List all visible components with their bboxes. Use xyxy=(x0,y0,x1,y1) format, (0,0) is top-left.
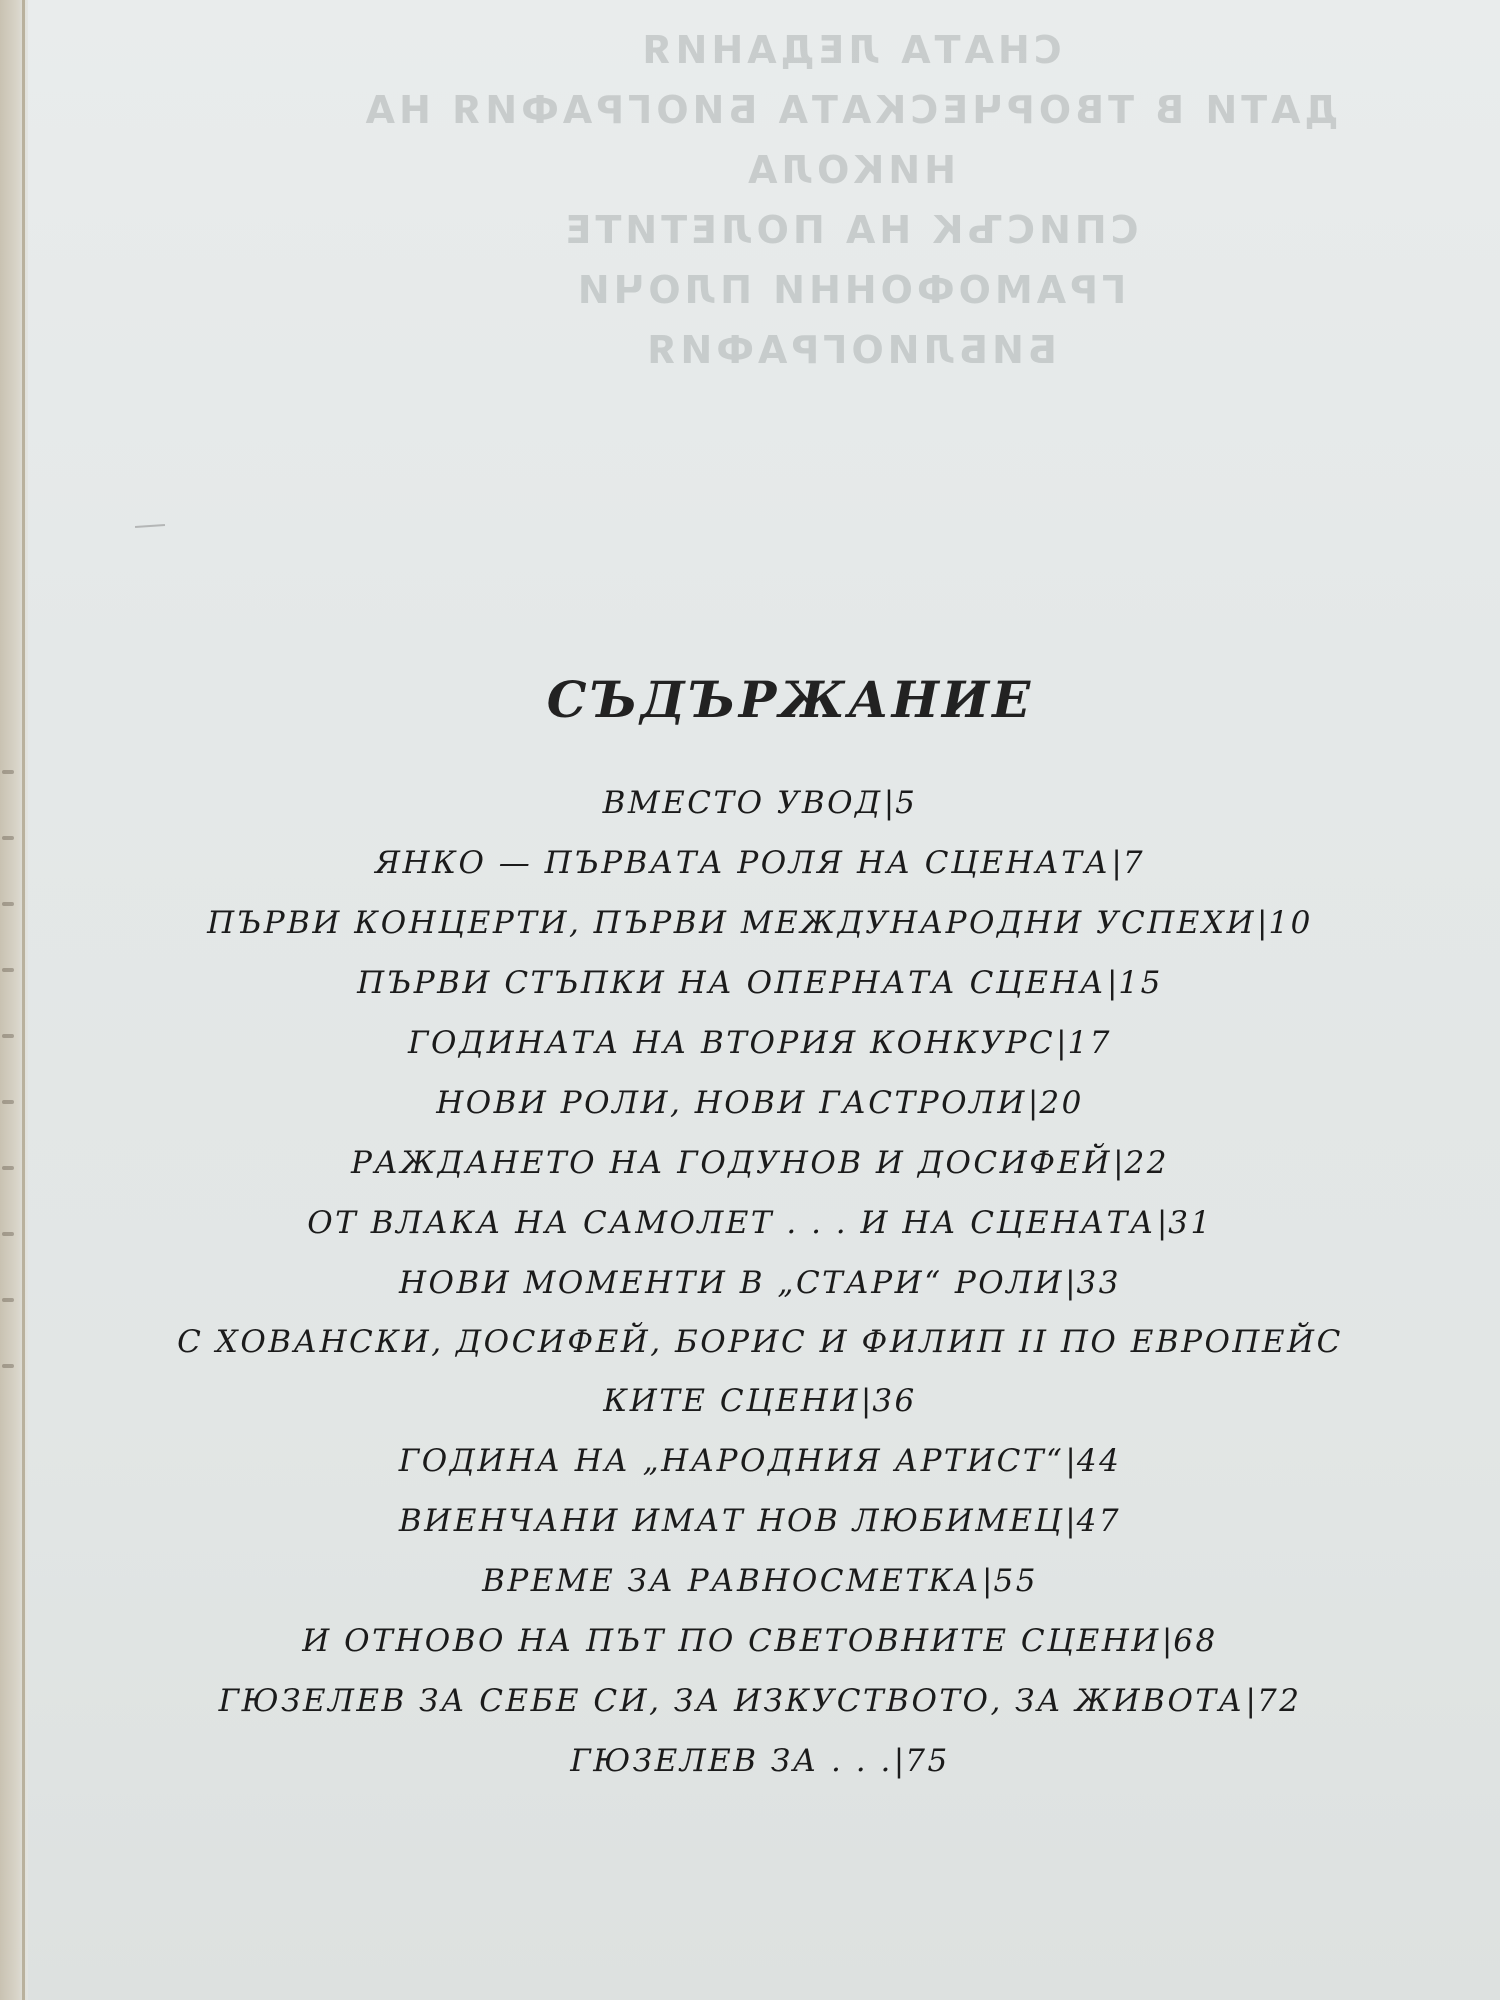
toc-entry xyxy=(60,1611,1460,1671)
paper-mark xyxy=(135,524,165,528)
toc-page-number: 75 xyxy=(905,1743,950,1779)
toc-page-number: 72 xyxy=(1256,1683,1302,1719)
showthrough-line: СНАТА ЛЕДАНИЯ xyxy=(638,28,1062,72)
toc-entry-title: С ХОВАНСКИ, ДОСИФЕЙ, БОРИС И ФИЛИП II ПО ЕВРОПЕЙС xyxy=(177,1324,1343,1360)
adjacent-page-text-edge xyxy=(2,770,22,1470)
toc-entry-title: ОТ ВЛАКА НА САМОЛЕТ . . . И НА СЦЕНАТА xyxy=(307,1205,1156,1241)
toc-entry-title: ГОДИНАТА НА ВТОРИЯ КОНКУРС xyxy=(407,1025,1056,1061)
toc-entry-title: ПЪРВИ КОНЦЕРТИ, ПЪРВИ МЕЖДУНАРОДНИ УСПЕХИ xyxy=(207,905,1256,941)
toc-page-number: 20 xyxy=(1039,1085,1084,1121)
toc-entry-title: РАЖДАНЕТО НА ГОДУНОВ И ДОСИФЕЙ xyxy=(350,1145,1113,1181)
toc-entry-title: КИТЕ СЦЕНИ xyxy=(603,1383,860,1419)
toc-separator: | xyxy=(860,1383,872,1419)
toc-entry-title: ВМЕСТО УВОД xyxy=(602,785,883,821)
toc-entry-title: ЯНКО — ПЪРВАТА РОЛЯ НА СЦЕНАТА xyxy=(374,845,1111,881)
toc-entry xyxy=(60,893,1460,953)
toc-page-number: 17 xyxy=(1067,1025,1113,1061)
table-of-contents xyxy=(60,670,1460,1791)
toc-separator: | xyxy=(1256,905,1268,941)
toc-entry xyxy=(60,1371,1460,1431)
toc-entry xyxy=(60,1731,1460,1791)
toc-page-number: 7 xyxy=(1122,845,1146,881)
showthrough-line: ДАТИ В ТВОРЧЕСКАТА БИОГРАФИЯ НА НИКОЛА xyxy=(361,88,1339,192)
toc-list xyxy=(60,773,1460,1791)
toc-entry-title: ГЮЗЕЛЕВ ЗА . . . xyxy=(570,1743,893,1779)
toc-separator: | xyxy=(1065,1503,1076,1539)
toc-separator: | xyxy=(1065,1265,1076,1301)
toc-separator: | xyxy=(1027,1085,1039,1121)
toc-separator: | xyxy=(893,1743,905,1779)
toc-entry xyxy=(60,1013,1460,1073)
toc-entry-title: И ОТНОВО НА ПЪТ ПО СВЕТОВНИТЕ СЦЕНИ xyxy=(302,1623,1161,1659)
toc-separator: | xyxy=(982,1563,993,1599)
toc-page-number: 44 xyxy=(1076,1443,1122,1479)
toc-page-number: 33 xyxy=(1076,1265,1121,1301)
toc-entry xyxy=(60,1073,1460,1133)
toc-separator: | xyxy=(883,785,895,821)
toc-entry-title: ВРЕМЕ ЗА РАВНОСМЕТКА xyxy=(482,1563,982,1599)
toc-page-number: 15 xyxy=(1118,965,1163,1001)
toc-separator: | xyxy=(1245,1683,1256,1719)
toc-separator: | xyxy=(1113,1145,1124,1181)
toc-separator: | xyxy=(1065,1443,1076,1479)
toc-entry xyxy=(60,1313,1460,1371)
toc-page-number: 47 xyxy=(1076,1503,1122,1539)
toc-entry xyxy=(60,1193,1460,1253)
toc-separator: | xyxy=(1111,845,1122,881)
toc-entry xyxy=(60,1671,1460,1731)
reverse-side-showthrough xyxy=(300,20,1400,372)
toc-entry xyxy=(60,833,1460,893)
toc-page-number: 5 xyxy=(895,785,918,821)
toc-page-number: 22 xyxy=(1124,1145,1169,1181)
toc-page-number: 36 xyxy=(872,1383,917,1419)
toc-entry xyxy=(60,1491,1460,1551)
toc-entry xyxy=(60,1253,1460,1313)
toc-title: СЪДЪРЖАНИЕ xyxy=(546,670,1034,729)
toc-entry-title: НОВИ МОМЕНТИ В „СТАРИ“ РОЛИ xyxy=(399,1265,1065,1301)
toc-entry-title: ПЪРВИ СТЪПКИ НА ОПЕРНАТА СЦЕНА xyxy=(357,965,1106,1001)
toc-separator: | xyxy=(1056,1025,1067,1061)
showthrough-line: ГРАМОФОННИ ПЛОЧИ xyxy=(573,268,1127,312)
page-gutter-line xyxy=(22,0,25,2000)
toc-entry xyxy=(60,953,1460,1013)
toc-page-number: 68 xyxy=(1173,1623,1218,1659)
toc-entry-title: ГОДИНА НА „НАРОДНИЯ АРТИСТ“ xyxy=(398,1443,1065,1479)
toc-separator: | xyxy=(1161,1623,1173,1659)
toc-entry xyxy=(60,1431,1460,1491)
toc-page-number: 31 xyxy=(1168,1205,1213,1241)
toc-entry xyxy=(60,773,1460,833)
toc-page-number: 55 xyxy=(993,1563,1038,1599)
toc-separator: | xyxy=(1156,1205,1168,1241)
showthrough-line: СПИСЪК НА ПОЛЕТИТЕ xyxy=(561,208,1139,252)
toc-entry-title: ГЮЗЕЛЕВ ЗА СЕБЕ СИ, ЗА ИЗКУСТВОТО, ЗА ЖИВОТА xyxy=(218,1683,1245,1719)
toc-entry-title: ВИЕНЧАНИ ИМАТ НОВ ЛЮБИМЕЦ xyxy=(398,1503,1065,1539)
toc-separator: | xyxy=(1106,965,1118,1001)
toc-page-number: 10 xyxy=(1268,905,1313,941)
toc-entry xyxy=(60,1133,1460,1193)
showthrough-line: БИБЛИОГРАФИЯ xyxy=(643,328,1057,372)
toc-entry-title: НОВИ РОЛИ, НОВИ ГАСТРОЛИ xyxy=(436,1085,1027,1121)
toc-entry xyxy=(60,1551,1460,1611)
